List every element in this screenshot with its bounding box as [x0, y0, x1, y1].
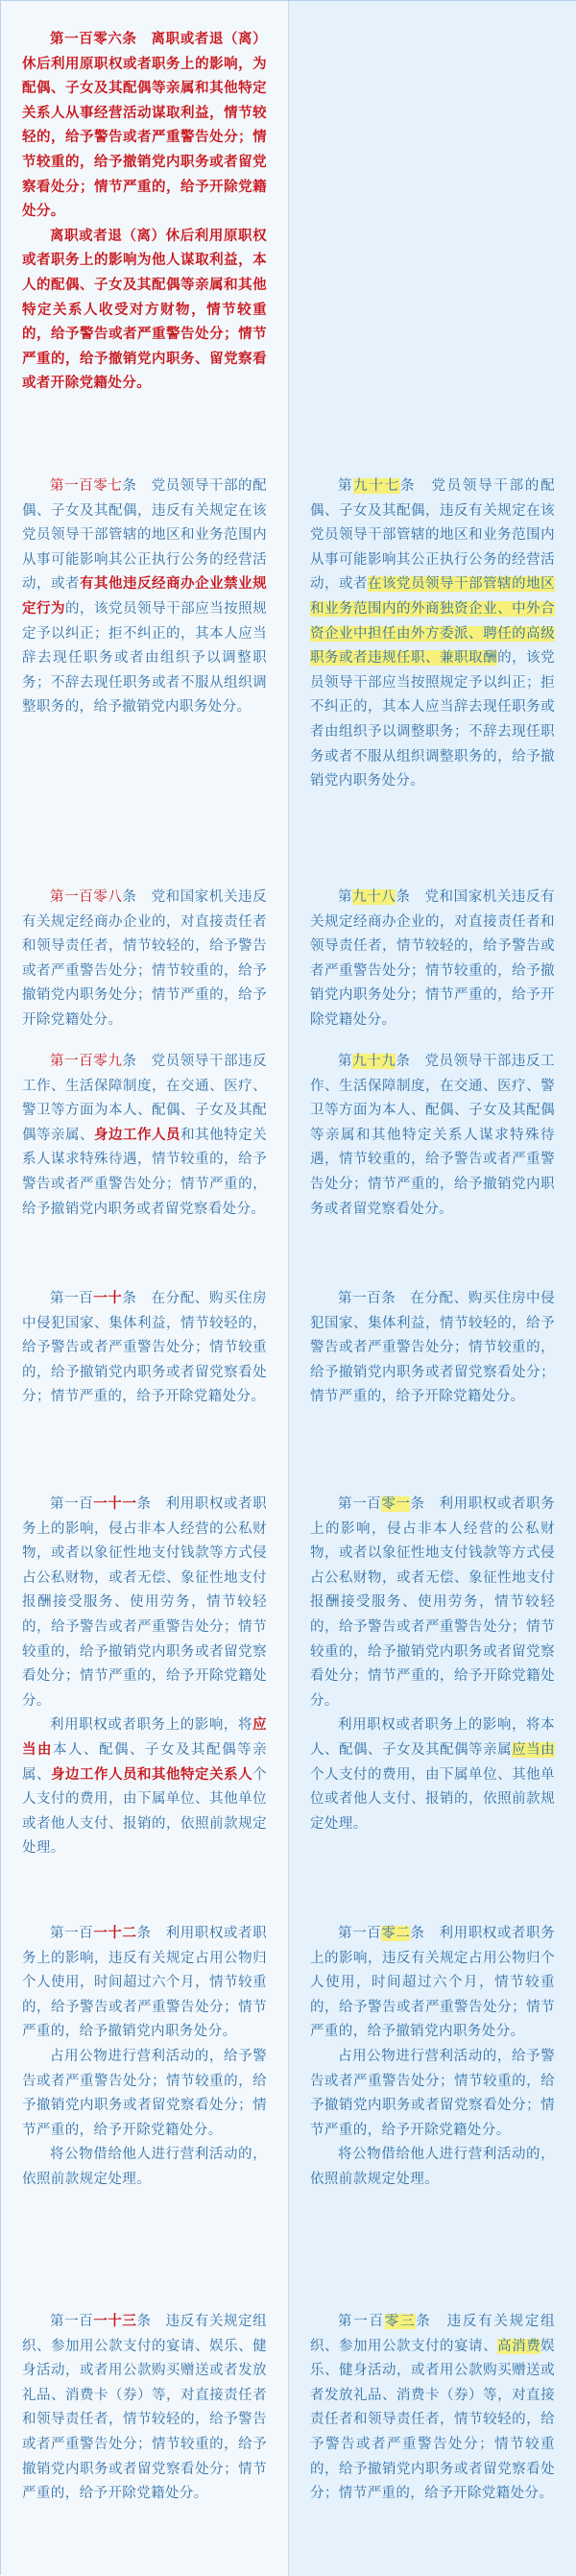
article-99-number: 九十九 [352, 1054, 396, 1069]
article-111-added-1: 应当由 [22, 1717, 267, 1758]
article-113: 第一百一十三条 违反有关规定组织、参加用公款支付的宴请、娱乐、健身活动，或者用公款购买赠送或者发放礼品、消费卡（券）等，对直接责任者和领导责任者，情节较轻的，给予警告或者严重警告处分；情节较重的，给予撤销党内职务或者留党察看处分；情节严重的，给予开除党籍处分。 [22, 2314, 267, 2502]
article-98-number: 九十八 [352, 889, 396, 905]
article-99: 第九十九条 党员领导干部违反工作、生活保障制度，在交通、医疗、警卫等方面为本人、配偶、子女及其配偶等亲属和其他特定关系人谋求特殊待遇，情节较重的，给予警告或者严重警告处分；情节严重的，给予撤销党内职务或者留党察看处分。 [310, 1054, 555, 1217]
article-103-number: 零三 [384, 2314, 417, 2329]
article-109-added-text: 身边工作人员 [94, 1127, 181, 1143]
article-107: 第一百零七条 党员领导干部的配偶、子女及其配偶，违反有关规定在该党员领导干部管辖的地区和业务范围内从事可能影响其公正执行公务的经营活动，或者有其他违反经商办企业禁业规定行为的，该党员领导干部应当按照规定予以纠正；拒不纠正的，其本人应当辞去现任职务或者由组织予以调整职务；不辞去现任职务或者不服从组织调整职务的，给予撤销党内职务处分。 [22, 478, 268, 716]
article-102: 第一百零二条 利用职权或者职务上的影响，违反有关规定占用公物归个人使用，时间超过六个月，情节较重的，给予警告或者严重警告处分；情节严重的，给予撤销党内职务处分。 占用公物进行营利活动的，给予警告或者严重警告处分；情节较重的，给予撤销党内职务或者留党察看处分；情节严重的，给予开除党籍处分。 将公物借给他人进行营利活动的，依照前款规定处理。 [310, 1926, 555, 2187]
article-103: 第一百零三条 违反有关规定组织、参加用公款支付的宴请、高消费娱乐、健身活动，或者用公款购买赠送或者发放礼品、消费卡（券）等，对直接责任者和领导责任者，情节较轻的，给予警告或者严重警告处分；情节较重的，给予撤销党内职务或者留党察看处分；情节严重的，给予开除党籍处分。 [310, 2314, 556, 2502]
article-106-para-2: 离职或者退（离）休后利用原职权或者职务上的影响为他人谋取利益，本人的配偶、子女及其配偶等亲属和其他特定关系人收受对方财物，情节较重的，给予警告或者严重警告处分；情节严重的，给予撤销党内职务、留党察看或者开除党籍处分。 [22, 228, 267, 392]
article-108-number: 第一百零八 [50, 889, 123, 905]
article-111-number: 一十一 [93, 1496, 137, 1512]
article-112-number: 一十二 [93, 1926, 137, 1941]
article-109-number: 第一百零九 [50, 1054, 123, 1069]
article-100: 第一百条 在分配、购买住房中侵犯国家、集体利益，情节较轻的，给予警告或者严重警告处分；情节较重的，给予撤销党内职务或者留党察看处分；情节严重的，给予开除党籍处分。 [310, 1291, 555, 1405]
article-110-number: 一十 [93, 1291, 123, 1306]
article-101-number: 零一 [381, 1496, 411, 1512]
article-98: 第九十八条 党和国家机关违反有关规定经商办企业的，对直接责任者和领导责任者，情节较轻的，给予警告或者严重警告处分；情节较重的，给予撤销党内职务处分；情节严重的，给予开除党籍处分。 [310, 889, 555, 1028]
article-112: 第一百一十二条 利用职权或者职务上的影响，违反有关规定占用公物归个人使用，时间超过六个月，情节较重的，给予警告或者严重警告处分；情节严重的，给予撤销党内职务处分。 占用公物进行营利活动的，给予警告或者严重警告处分；情节较重的，给予撤销党内职务或者留党察看处分；情节严重的，给予开除党籍处分。 将公物借给他人进行营利活动的，依照前款规定处理。 [22, 1926, 267, 2187]
article-111: 第一百一十一条 利用职权或者职务上的影响，侵占非本人经营的公私财物，或者以象征性地支付钱款等方式侵占公私财物，或者无偿、象征性地支付报酬接受服务、使用劳务，情节较轻的，给予警告或者严重警告处分；情节较重的，给予撤销党内职务或者留党察看处分；情节严重的，给予开除党籍处分。 利用职权或者职务上的影响，将应当由本人、配偶、子女及其配偶等亲属、身边工作人员和其他特定关系人个人支付的费用，由下属单位、其他单位或者他人支付、报销的，依照前款规定处理。 [22, 1496, 267, 1857]
article-101-deleted-text: 应当由 [512, 1741, 555, 1758]
article-97-number: 九十七 [353, 478, 400, 494]
article-102-number: 零二 [381, 1926, 411, 1941]
article-106-para-1: 第一百零六条 离职或者退（离）休后利用原职权或者职务上的影响，为配偶、子女及其配偶等亲属和其他特定关系人从事经营活动谋取利益，情节较轻的，给予警告或者严重警告处分；情节较重的，给予撤销党内职务或者留党察看处分；情节严重的，给予开除党籍处分。 [22, 32, 267, 220]
article-107-added-text: 有其他违反经商办企业禁业规定行为 [22, 576, 267, 617]
article-101: 第一百零一条 利用职权或者职务上的影响，侵占非本人经营的公私财物，或者以象征性地支付钱款等方式侵占公私财物，或者无偿、象征性地支付报酬接受服务、使用劳务，情节较轻的，给予警告或者严重警告处分；情节较重的，给予撤销党内职务或者留党察看处分；情节严重的，给予开除党籍处分。 利用职权或者职务上的影响，将本人、配偶、子女及其配偶等亲属应当由个人支付的费用，由下属单位、其他单位或者他人支付、报销的，依照前款规定处理。 [310, 1496, 555, 1832]
article-109: 第一百零九条 党员领导干部违反工作、生活保障制度，在交通、医疗、警卫等方面为本人、配偶、子女及其配偶等亲属、身边工作人员和其他特定关系人谋求特殊待遇，情节较重的，给予警告或者严重警告处分；情节严重的，给予撤销党内职务或者留党察看处分。 [22, 1054, 268, 1217]
article-110: 第一百一十条 在分配、购买住房中侵犯国家、集体利益，情节较轻的，给予警告或者严重警告处分；情节较重的，给予撤销党内职务或者留党察看处分；情节严重的，给予开除党籍处分。 [22, 1291, 267, 1405]
article-111-added-2: 身边工作人员和其他特定关系人 [51, 1766, 253, 1783]
article-113-number: 一十三 [93, 2314, 137, 2329]
article-97: 第九十七条 党员领导干部的配偶、子女及其配偶，违反有关规定在该党员领导干部管辖的地区和业务范围内从事可能影响其公正执行公务的经营活动，或者在该党员领导干部管辖的地区和业务范围内的外商独资企业、中外合资企业中担任由外方委派、聘任的高级职务或者违规任职、兼职取酬的，该党员领导干部应当按照规定予以纠正；拒不纠正的，其本人应当辞去现任职务或者由组织予以调整职务；不辞去现任职务或者不服从组织调整职务的，给予撤销党内职务处分。 [310, 478, 556, 790]
article-107-number: 第一百零七 [50, 478, 123, 494]
article-97-deleted-text: 在该党员领导干部管辖的地区和业务范围内的外商独资企业、中外合资企业中担任由外方委派、聘任的高级职务或者违规任职、兼职取酬 [310, 576, 555, 667]
article-108: 第一百零八条 党和国家机关违反有关规定经商办企业的，对直接责任者和领导责任者，情节较轻的，给予警告或者严重警告处分；情节较重的，给予撤销党内职务处分；情节严重的，给予开除党籍处分。 [22, 889, 268, 1028]
article-103-deleted-text: 高消费 [497, 2338, 541, 2354]
article-106 [22, 28, 267, 397]
